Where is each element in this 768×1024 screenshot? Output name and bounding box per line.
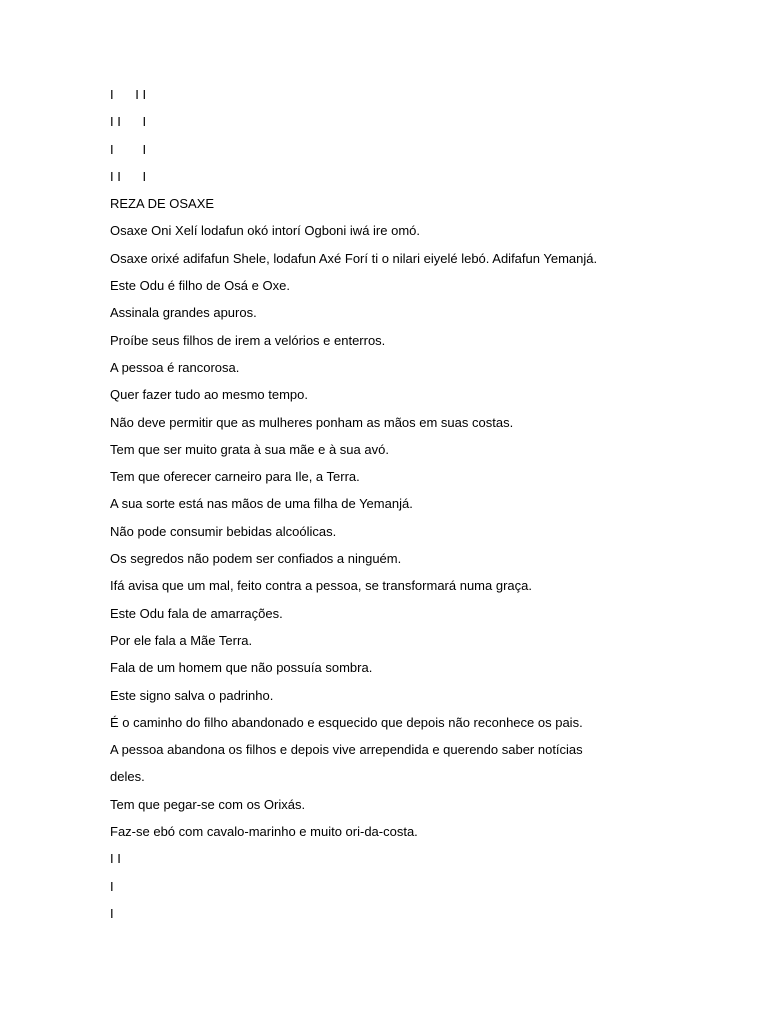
document-title: REZA DE OSAXE [110, 196, 215, 212]
paragraph: Tem que oferecer carneiro para Ile, a Terra. [110, 469, 360, 485]
paragraph: Este signo salva o padrinho. [110, 687, 274, 703]
paragraph: A pessoa abandona os filhos e depois vive arrependida e querendo saber notícias [110, 742, 583, 758]
paragraph: Ifá avisa que um mal, feito contra a pessoa, se transformará numa graça. [110, 578, 532, 594]
odu-mark-row: I I I [110, 114, 147, 130]
paragraph: Este Odu fala de amarrações. [110, 605, 283, 621]
paragraph: Fala de um homem que não possuía sombra. [110, 660, 373, 676]
paragraph: Faz-se ebó com cavalo-marinho e muito ori-da-costa. [110, 824, 418, 840]
paragraph: É o caminho do filho abandonado e esquecido que depois não reconhece os pais. [110, 714, 583, 730]
odu-mark-row: I [110, 905, 114, 921]
odu-mark-row: I I I [110, 168, 147, 184]
paragraph: Não deve permitir que as mulheres ponham as mãos em suas costas. [110, 414, 514, 430]
paragraph: deles. [110, 769, 145, 785]
paragraph: Assinala grandes apuros. [110, 305, 257, 321]
paragraph: A pessoa é rancorosa. [110, 359, 240, 375]
paragraph: A sua sorte está nas mãos de uma filha de Yemanjá. [110, 496, 413, 512]
paragraph: Osaxe orixé adifafun Shele, lodafun Axé Forí ti o nilari eiyelé lebó. Adifafun Yemanjá. [110, 250, 598, 266]
paragraph: Osaxe Oni Xelí lodafun okó intorí Ogboni iwá ire omó. [110, 223, 420, 239]
odu-mark-row: I [110, 878, 114, 894]
paragraph: Proíbe seus filhos de irem a velórios e enterros. [110, 332, 386, 348]
odu-mark-row: I I [110, 141, 147, 157]
paragraph: Quer fazer tudo ao mesmo tempo. [110, 387, 308, 403]
document-body [110, 85, 710, 931]
paragraph: Tem que ser muito grata à sua mãe e à sua avó. [110, 441, 389, 457]
paragraph: Este Odu é filho de Osá e Oxe. [110, 278, 290, 294]
paragraph: Tem que pegar-se com os Orixás. [110, 796, 306, 812]
paragraph: Por ele fala a Mãe Terra. [110, 632, 253, 648]
odu-mark-row: I I I [110, 87, 147, 102]
paragraph: Não pode consumir bebidas alcoólicas. [110, 523, 337, 539]
paragraph: Os segredos não podem ser confiados a ninguém. [110, 551, 402, 567]
odu-mark-row: I I [110, 851, 121, 867]
